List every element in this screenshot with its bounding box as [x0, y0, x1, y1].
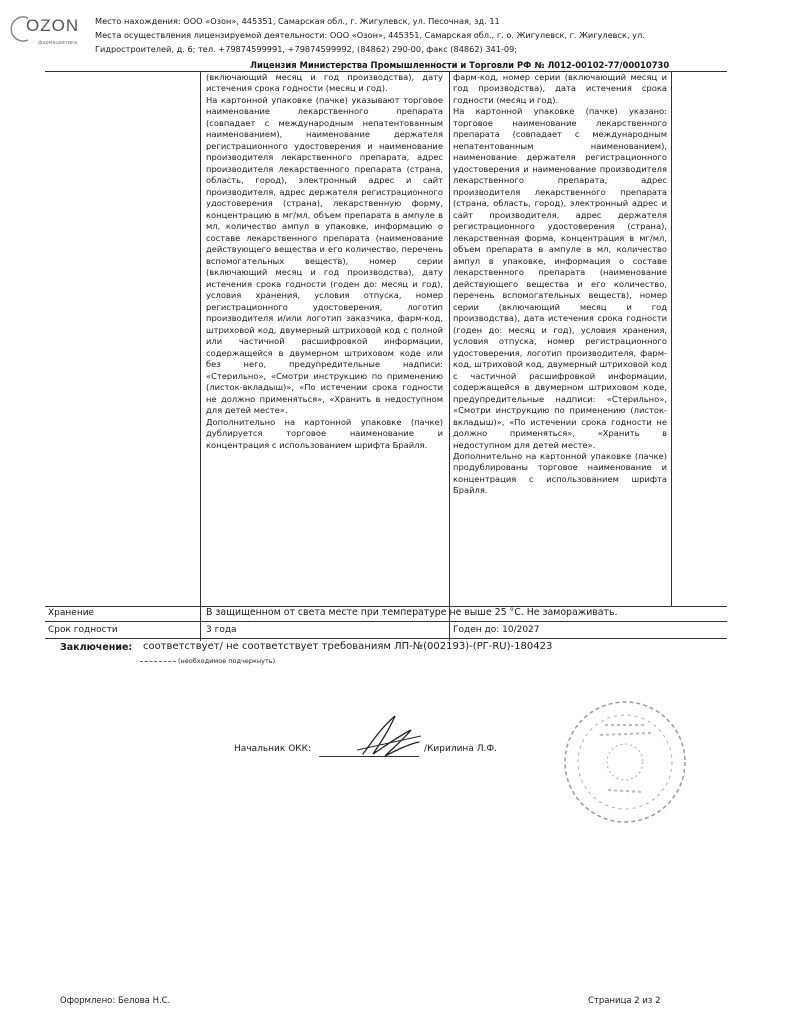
- results-paragraph: На картонной упаковке (пачке) указано: торговое наименование лекарственного препарата (совпадает с международным непатентованным наименованием), наименование держателя регистрационного удостоверения и наименование производителя лекарственного препарата, адрес производителя лекарственного препарата (страна, область, город), электронный адрес и сайт производителя, адрес держателя регистрационного удостоверения (страна), лекарственная форма, концентрация в мг/мл, объем препарата в ампуле в мл, количество ампул в упаковке, информация о составе лекарственного препарата (наименование действующего вещества и его количество, перечень вспомогательных веществ), номер серии (включающий месяц и год производства), дата истечения срока годности (годен до: месяц и год), условия хранения, условия отпуска, номер регистрационного удостоверения, логотип производителя, фарм-код, штриховой код, двумерный штриховой код с частичной расшифровкой информации, содержащейся в двумерном штриховом коде, предупредительные надписи: «Стерильно», «Смотри инструкцию по применению (листок-вкладыш)», «По истечении срока годности не должно применяться», «Хранить в недоступном для детей месте».: [453, 106, 667, 450]
- table-row-border-2: [45, 621, 727, 622]
- table-bottom-border: [45, 638, 727, 639]
- results-column: [453, 72, 667, 497]
- table-divider-3: [671, 71, 672, 607]
- shelf-life-result: Годен до: 10/2027: [453, 625, 540, 635]
- header-activity-places: Места осуществления лицензируемой деятельности: ООО «Озон», 445351, Самарская обл., г. о. Жигулевск, г. Жигулевск, ул.: [95, 30, 645, 40]
- requirements-paragraph: (включающий месяц и год производства), дату истечения срока годности (месяц и год).: [206, 72, 443, 94]
- requirements-paragraph: Дополнительно на картонной упаковке (пачке) дублируется торговое наименование и концентрация с использованием шрифта Брайля.: [206, 416, 443, 450]
- conclusion-dash: [140, 661, 176, 662]
- conclusion-label: Заключение:: [60, 642, 133, 653]
- results-paragraph: фарм-код, номер серии (включающий месяц и год производства), дата истечения срока годности (месяц и год).: [453, 72, 667, 105]
- logo-subtitle: фармацевтика: [38, 40, 78, 46]
- logo-text: OZON: [26, 16, 80, 35]
- storage-value: В защищенном от света месте при температуре не выше 25 °С. Не замораживать.: [206, 607, 618, 618]
- requirements-paragraph: На картонной упаковке (пачке) указывают торговое наименование лекарственного препарата (совпадает с международным непатентованным наименованием), наименование держателя регистрационного удостоверения и наименование производителя лекарственного препарата, адрес производителя лекарственного препарата (страна, область, город), электронный адрес и сайт производителя, адрес держателя регистрационного удостоверения (страна), лекарственную форму, концентрацию в мг/мл, объем препарата в ампуле в мл, количество ампул в упаковке, информацию о составе лекарственного препарата (наименование действующего вещества и его количество, перечень вспомогательных веществ), номер серии (включающий месяц и год производства), дату истечения срока годности (годен до: месяц и год), условия хранения, условия отпуска, номер регистрационного удостоверения, логотип производителя и/или логотип заказчика, фарм-код, штриховой код, двумерный штриховой код с полной или частичной расшифровкой информации, содержащейся в двумерном штриховом коде или без него, предупредительные надписи: «Стерильно», «Смотри инструкцию по применению (листок-вкладыш)», «По истечении срока годности не должно применяться», «Хранить в недоступном для детей месте».: [206, 94, 443, 416]
- company-logo: [10, 14, 80, 54]
- requirements-column: [206, 72, 443, 451]
- table-divider-1: [200, 71, 201, 641]
- signature-label: Начальник ОКК:: [234, 744, 312, 754]
- shelf-life-label: Срок годности: [48, 625, 118, 635]
- results-paragraph: Дополнительно на картонной упаковке (пачке) продублированы торговое наименование и концентрация с использованием шрифта Брайля.: [453, 450, 667, 496]
- footer-page-number: Страница 2 из 2: [588, 996, 661, 1006]
- conclusion-text: соответствует/ не соответствует требованиям ЛП-№(002193)-(РГ-RU)-180423: [143, 641, 553, 652]
- header-address: Место нахождения: ООО «Озон», 445351, Самарская обл., г. Жигулевск, ул. Песочная, зд. 11: [95, 16, 500, 26]
- header-license: Лицензия Министерства Промышленности и Торговли РФ № Л012-00102-77/00010730: [250, 60, 670, 70]
- conclusion-note: (необходимое подчеркнуть): [178, 657, 276, 665]
- storage-label: Хранение: [48, 608, 95, 618]
- round-stamp: [560, 695, 690, 830]
- table-divider-2: [449, 71, 450, 641]
- footer-prepared-by: Оформлено: Белова Н.С.: [60, 996, 171, 1006]
- shelf-life-value: 3 года: [206, 625, 237, 635]
- handwritten-signature: [355, 710, 425, 760]
- header-contacts: Гидростроителей, д. 6; тел. +79874599991, +79874599992, (84862) 290-00, факс (84862) 341-09;: [95, 44, 518, 54]
- signature-name: /Кирилина Л.Ф.: [424, 744, 497, 754]
